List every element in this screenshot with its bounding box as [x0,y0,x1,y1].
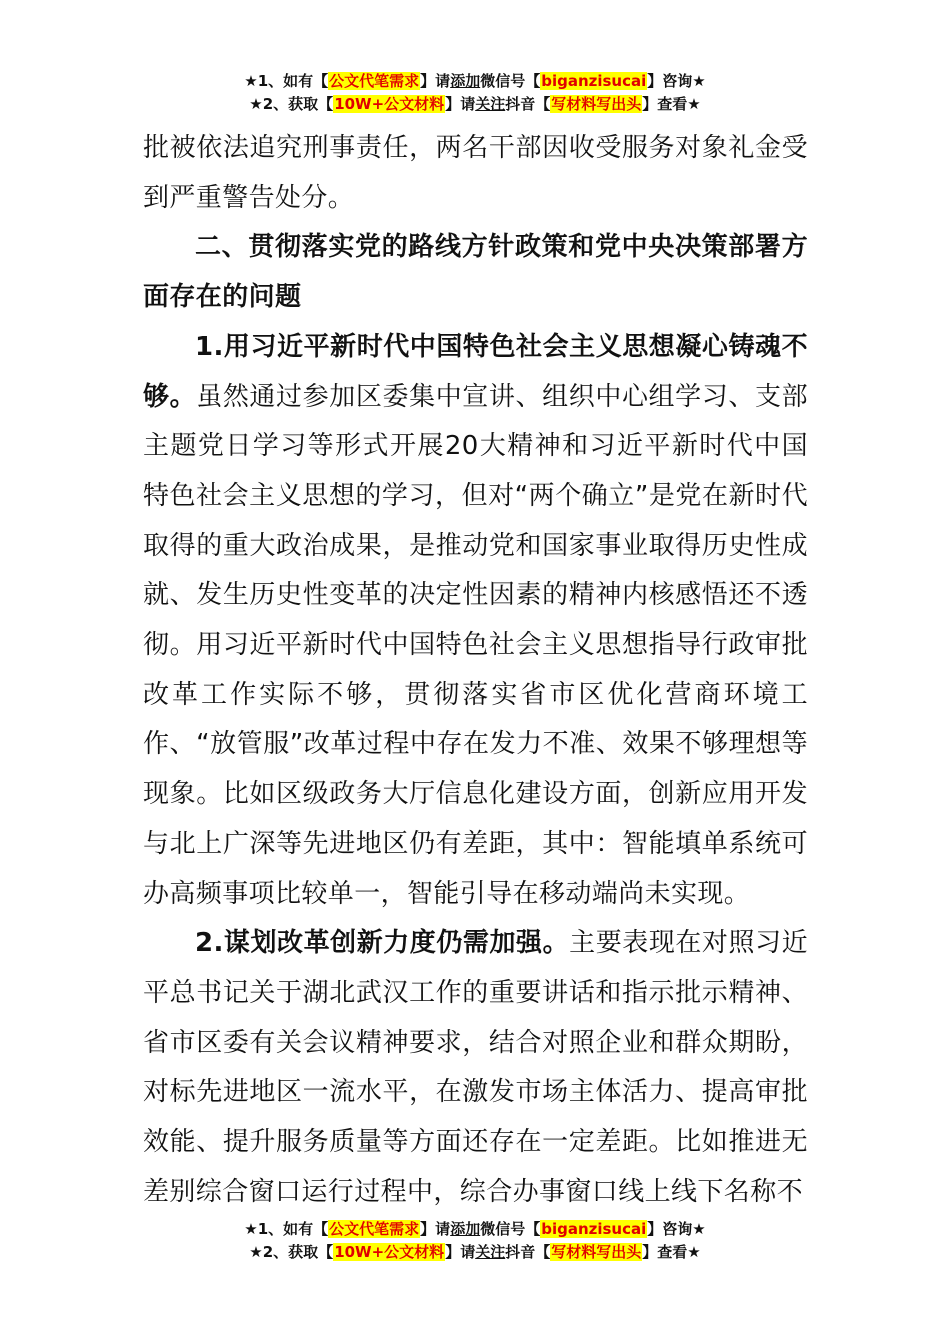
footer-banner [0,1218,950,1264]
item-1-title: 1.用习近平新时代中国特色社会主义思想凝心铸魂不够。 [143,331,808,412]
footer-highlight-materials: 10W+公文材料 [334,1243,445,1261]
item-1-body: 虽然通过参加区委集中宣讲、组织中心组学习、支部主题党日学习等形式开展20大精神和习近平新时代中国特色社会主义思想的学习，但对“两个确立”是党在新时代取得的重大政治成果，是推动党和国家事业取得历史性成就、发生历史性变革的决定性因素的精神内核感悟还不透彻。用习近平新时代中国特色社会主义思想指导行政审批改革工作实际不够，贯彻落实省市区优化营商环境工作、“放管服”改革过程中存在发力不准、效果不够理想等现象。比如区级政务大厅信息化建设方面，创新应用开发与北上广深等先进地区仍有差距，其中：智能填单系统可办高频事项比较单一，智能引导在移动端尚未实现。 [143,381,808,909]
paragraph-item-1 [143,323,808,919]
highlight-materials: 10W+公文材料 [334,95,445,113]
footer-highlight-douyin-account: 写材料写出头 [551,1243,642,1261]
footer-line-2: ★2、获取【10W+公文材料】请关注抖音【写材料写出头】查看★ [249,1243,701,1261]
paragraph-continuation: 批被依法追究刑事责任，两名干部因收受服务对象礼金受到严重警告处分。 [143,133,808,213]
highlight-wechat-id: biganzisucai [541,72,647,90]
item-2-title: 2.谋划改革创新力度仍需加强。 [195,928,570,959]
footer-highlight-wechat-id: biganzisucai [541,1220,647,1238]
highlight-writing-service: 公文代笔需求 [329,72,420,90]
item-2-body: 主要表现在对照习近平总书记关于湖北武汉工作的重要讲话和指示批示精神、省市区委有关会议精神要求，结合对照企业和群众期盼，对标先进地区一流水平，在激发市场主体活力、提高审批效能、提升服务质量等方面还存在一定差距。比如推进无差别综合窗口运行过程中，综合办事窗口线上线下名称不 [143,928,809,1207]
section-heading: 二、贯彻落实党的路线方针政策和党中央决策部署方面存在的问题 [143,232,808,313]
highlight-douyin-account: 写材料写出头 [551,95,642,113]
footer-highlight-writing-service: 公文代笔需求 [329,1220,420,1238]
banner-line-2: ★2、获取【10W+公文材料】请关注抖音【写材料写出头】查看★ [249,95,701,113]
footer-line-1: ★1、如有【公文代笔需求】请添加微信号【biganzisucai】咨询★ [244,1220,706,1238]
document-body [143,124,808,1217]
paragraph-item-2 [143,919,808,1217]
banner-line-1: ★1、如有【公文代笔需求】请添加微信号【biganzisucai】咨询★ [244,72,706,90]
header-banner [0,70,950,116]
